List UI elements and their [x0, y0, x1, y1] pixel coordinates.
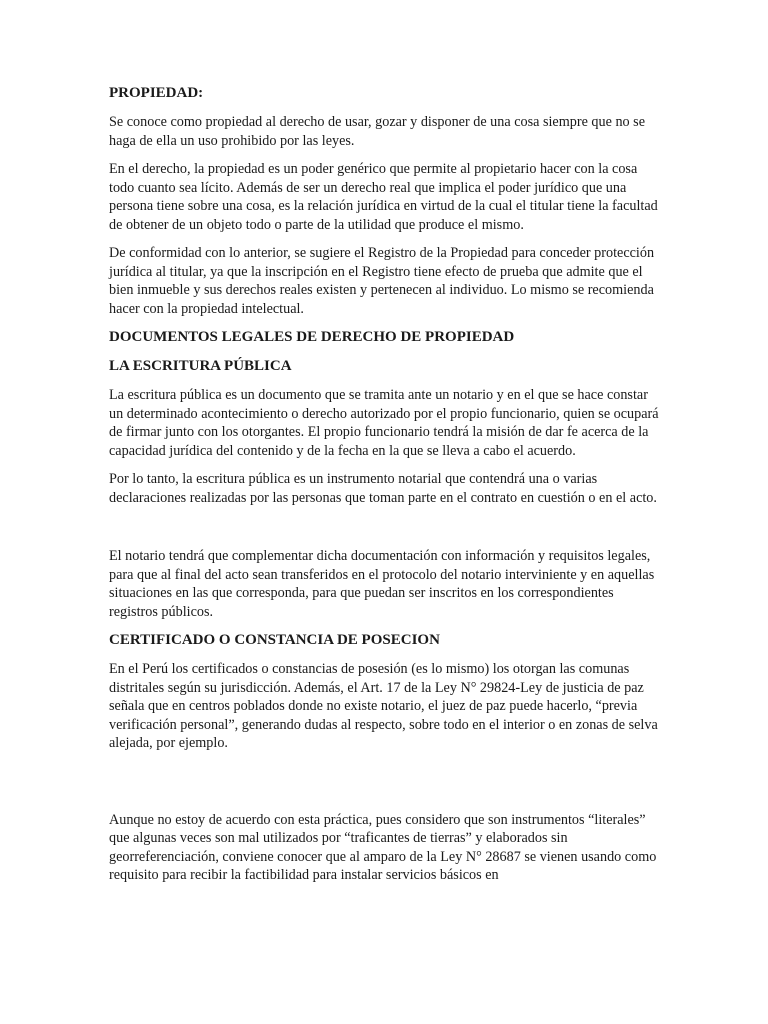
paragraph-escritura-definition: La escritura pública es un documento que se tramita ante un notario y en el que se hace constar un determinado acontecimiento o derecho autorizado por el propio funcionario, quien se ocupará de firmar junto con los otorgantes. El propio funcionario tendrá la misión de dar fe acerca de la capacidad jurídica del contenido y de la fecha en la que se lleva a cabo el acuerdo.	[109, 387, 659, 459]
paragraph-escritura-instrumento: Por lo tanto, la escritura pública es un instrumento notarial que contendrá una o varias declaraciones realizadas por las personas que toman parte en el contrato en cuestión o en el acto.	[109, 471, 657, 506]
heading-certificado-posecion: CERTIFICADO O CONSTANCIA DE POSECION	[109, 632, 440, 648]
heading-escritura-publica: LA ESCRITURA PÚBLICA	[109, 358, 292, 374]
paragraph-propiedad-derecho: En el derecho, la propiedad es un poder genérico que permite al propietario hacer con la cosa todo cuanto sea lícito. Además de ser un derecho real que implica el poder jurídico que una persona tiene sobre una cosa, es la relación jurídica en virtud de la cual el titular tiene la facultad de obtener de un objeto todo o parte de la utilidad que produce el mismo.	[109, 161, 658, 233]
heading-documentos-legales: DOCUMENTOS LEGALES DE DERECHO DE PROPIEDAD	[109, 329, 515, 345]
paragraph-registro: De conformidad con lo anterior, se sugiere el Registro de la Propiedad para conceder protección jurídica al titular, ya que la inscripción en el Registro tiene efecto de prueba que admite que el bien inmueble y sus derechos reales existen y pertenecen al individuo. Lo mismo se recomienda hacer con la propiedad intelectual.	[109, 245, 655, 317]
paragraph-practica: Aunque no estoy de acuerdo con esta práctica, pues considero que son instrumentos “literales” que algunas veces son mal utilizados por “traficantes de tierras” y elaborados sin georreferenciación, conviene conocer que al amparo de la Ley N° 28687 se vienen usando como requisito para recibir la factibilidad para instalar servicios básicos en	[109, 811, 657, 883]
paragraph-propiedad-definition: Se conoce como propiedad al derecho de usar, gozar y disponer de una cosa siempre que no se haga de ella un uso prohibido por las leyes.	[109, 114, 645, 149]
paragraph-notario: El notario tendrá que complementar dicha documentación con información y requisitos legales, para que al final del acto sean transferidos en el protocolo del notario interviniente y en aquellas situaciones en las que corresponda, para que puedan ser inscritos en los correspondientes registros públicos.	[109, 548, 655, 620]
paragraph-certificado-peru: En el Perú los certificados o constancias de posesión (es lo mismo) los otorgan las comunas distritales según su jurisdicción. Además, el Art. 17 de la Ley N° 29824-Ley de justicia de paz señala que en centros poblados donde no existe notario, el juez de paz puede hacerlo, “previa verificación personal”, generando dudas al respecto, sobre todo en el interior o en zonas de selva alejada, por ejemplo.	[109, 661, 658, 751]
heading-propiedad: PROPIEDAD:	[109, 85, 204, 101]
document-page	[109, 84, 661, 885]
